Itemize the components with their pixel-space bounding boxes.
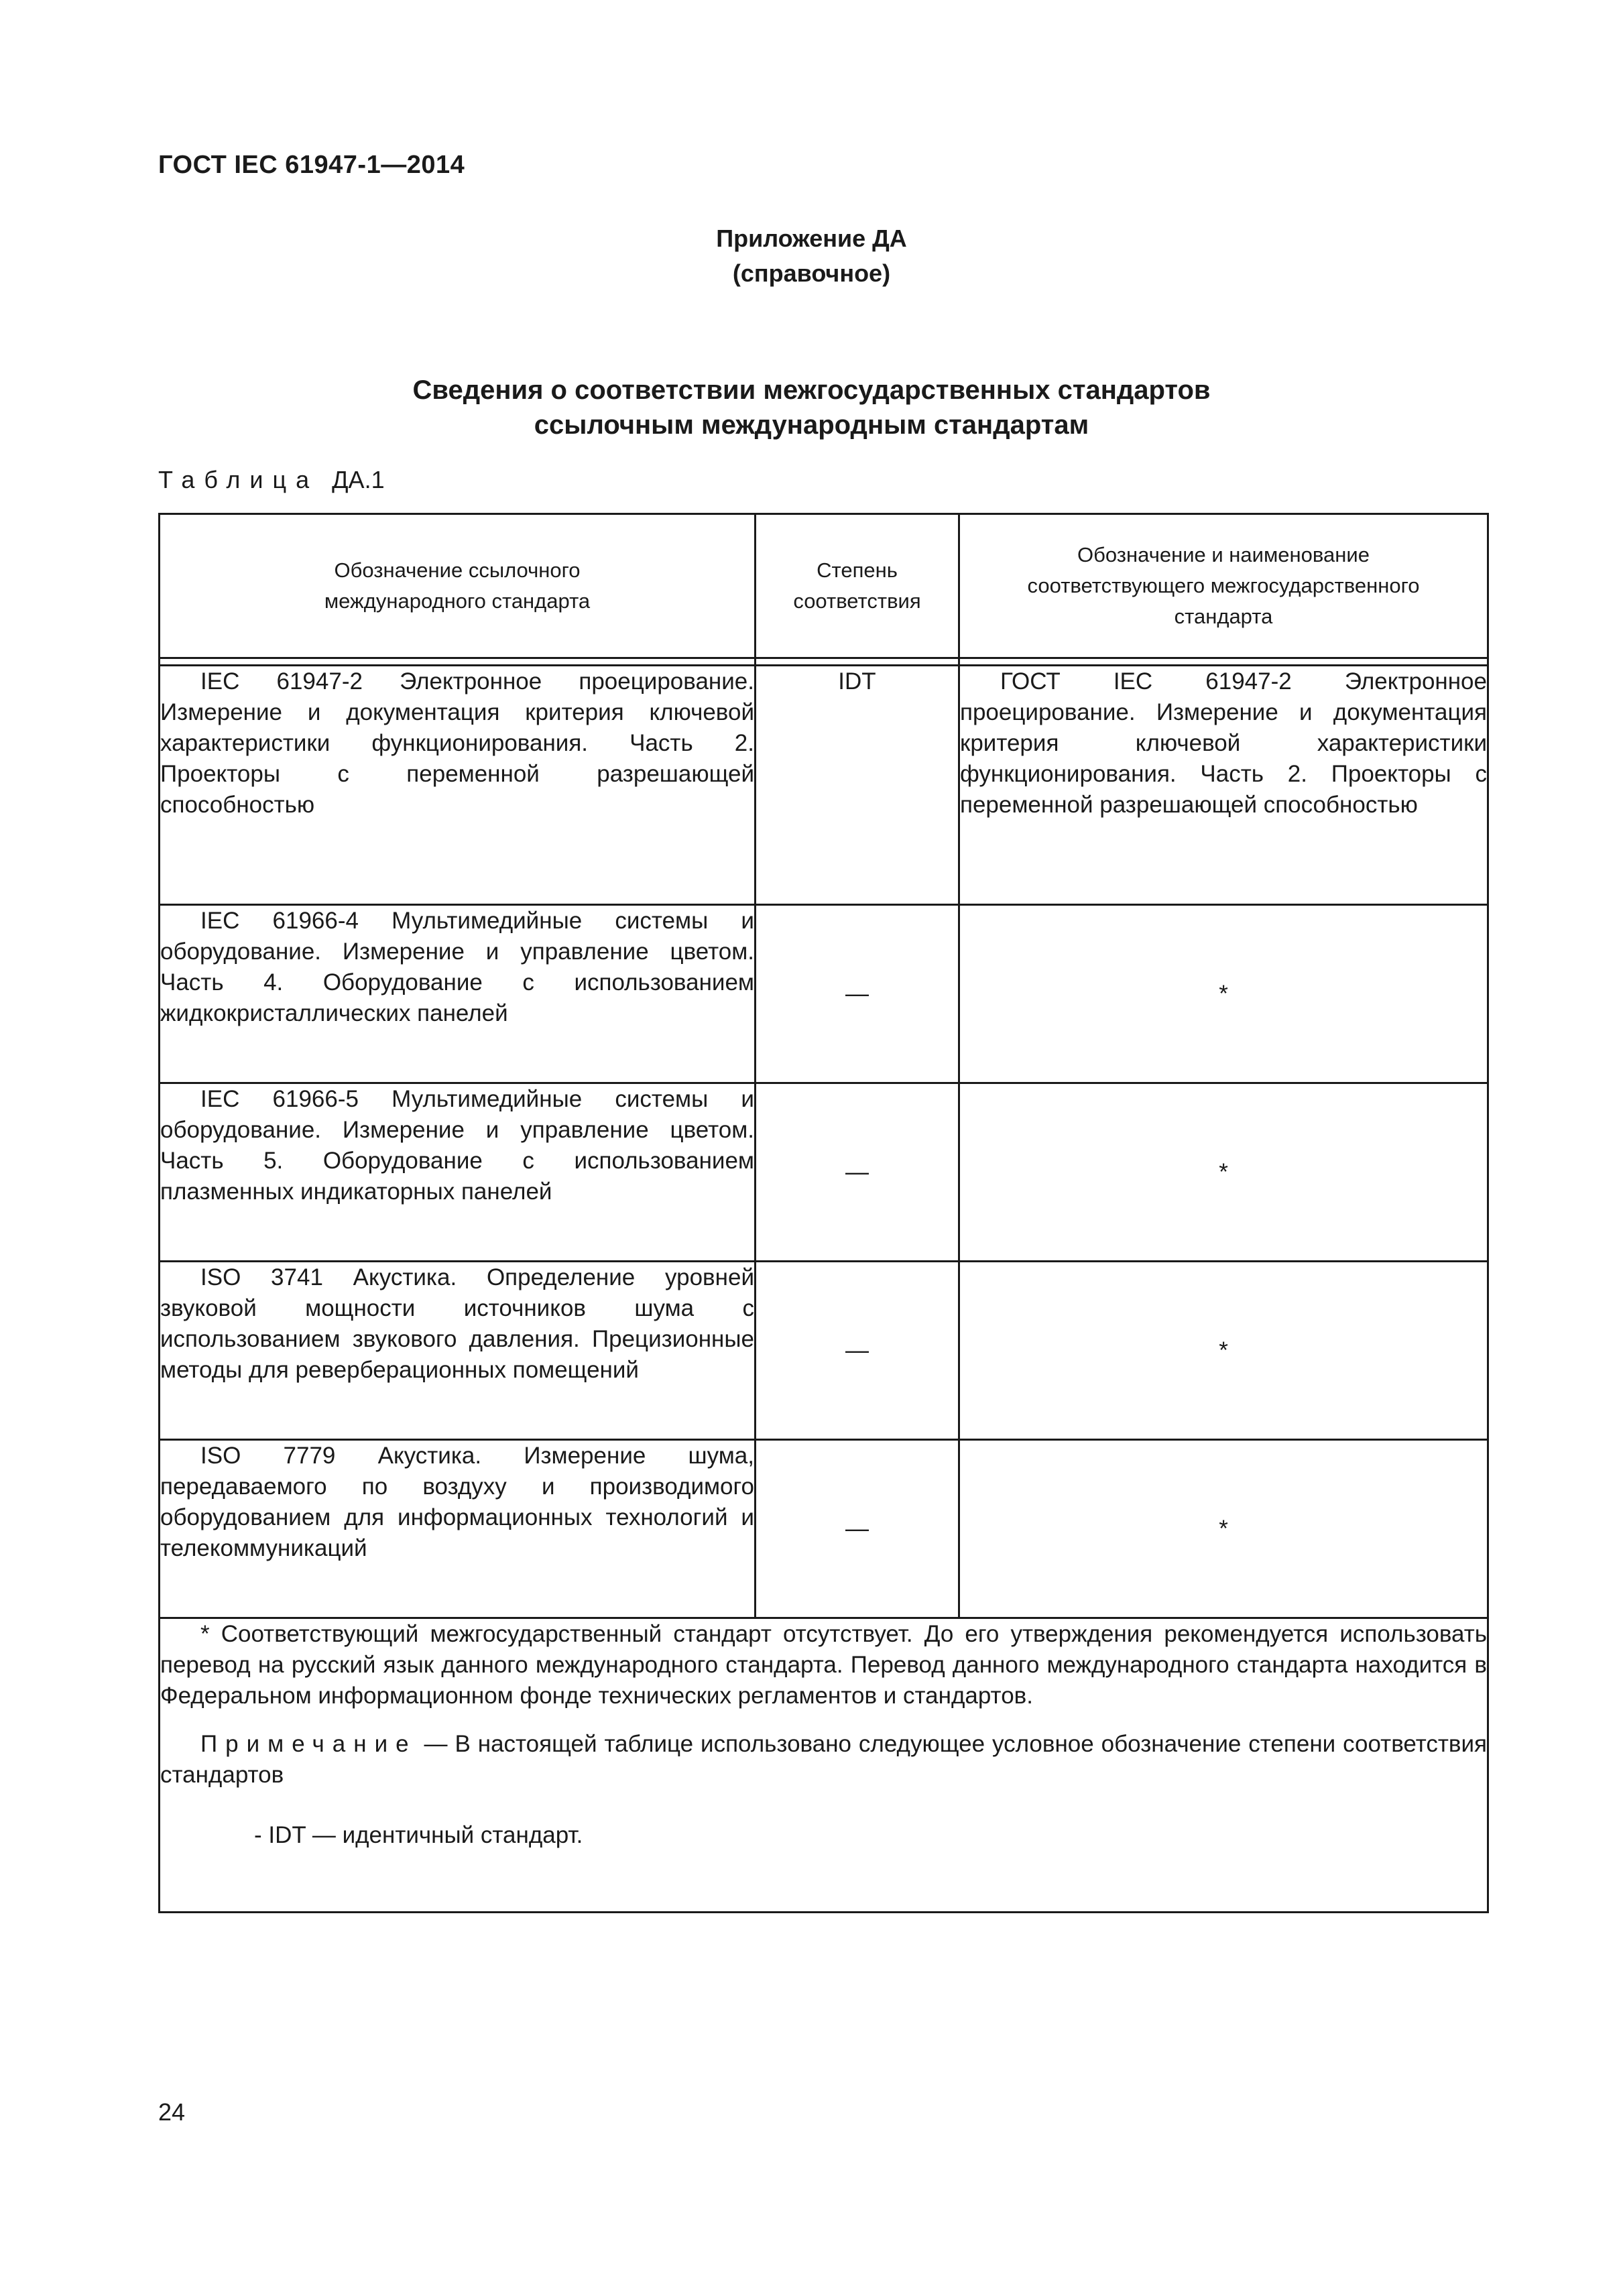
annex-title: Приложение ДА — [716, 225, 907, 252]
section-title-line2: ссылочным международным стандартам — [534, 410, 1089, 440]
section-title — [0, 373, 1623, 442]
reference-cell: IEC 61966-5 Мультимедийные системы и оборудование. Измерение и управление цветом. Часть 5. Оборудование с использованием плазменных индикаторных панелей — [160, 1083, 756, 1262]
degree-cell: IDT — [756, 666, 959, 905]
table-row — [160, 1440, 1488, 1618]
annex-heading — [0, 221, 1623, 291]
reference-cell: ISO 7779 Акустика. Измерение шума, передаваемого по воздуху и производимого оборудованием для информационных технологий и телекоммуникаций — [160, 1440, 756, 1618]
degree-cell: — — [756, 1262, 959, 1440]
section-title-line1: Сведения о соответствии межгосударственных стандартов — [412, 375, 1211, 405]
table-row — [160, 1262, 1488, 1440]
page-number: 24 — [158, 2098, 186, 2126]
table-footer-row — [160, 1618, 1488, 1913]
interstate-cell: * — [959, 1083, 1488, 1262]
note-text: — В настоящей таблице использовано следующее условное обозначение степени соответствия стандартов — [160, 1731, 1487, 1788]
degree-cell: — — [756, 1440, 959, 1618]
reference-cell: IEC 61947-2 Электронное проецирование. Измерение и документация критерия ключевой характеристики функционирования. Часть 2. Проекторы с переменной разрешающей способностью — [160, 666, 756, 905]
reference-cell: IEC 61966-4 Мультимедийные системы и оборудование. Измерение и управление цветом. Часть 4. Оборудование с использованием жидкокристаллических панелей — [160, 905, 756, 1083]
degree-cell: — — [756, 905, 959, 1083]
table-row — [160, 905, 1488, 1083]
reference-cell: ISO 3741 Акустика. Определение уровней звуковой мощности источников шума с использованием звукового давления. Прецизионные методы для реверберационных помещений — [160, 1262, 756, 1440]
table-row — [160, 666, 1488, 905]
interstate-cell: * — [959, 1262, 1488, 1440]
table-caption-label: Таблица — [158, 466, 319, 493]
table-caption-number: ДА.1 — [332, 466, 385, 493]
table-header-row — [160, 514, 1488, 658]
document-header: ГОСТ IEC 61947-1—2014 — [158, 151, 465, 179]
table-note — [160, 1729, 1487, 1791]
idt-definition: - IDT — идентичный стандарт. — [254, 1822, 583, 1848]
table-caption — [158, 466, 385, 494]
footnote-text: * Соответствующий межгосударственный стандарт отсутствует. До его утверждения рекомендуется использовать перевод на русский язык данного международного стандарта. Перевод данного международного стандарта находится в Федеральном информационном фонде технических регламентов и стандартов. — [160, 1621, 1487, 1709]
interstate-cell: ГОСТ IEC 61947-2 Электронное проецирование. Измерение и документация критерия ключевой характеристики функционирования. Часть 2. Проекторы с переменной разрешающей способностью — [959, 666, 1488, 905]
degree-cell: — — [756, 1083, 959, 1262]
interstate-cell: * — [959, 1440, 1488, 1618]
note-label: Примечание — [200, 1731, 417, 1757]
column-header-degree: Степень соответствия — [756, 514, 959, 658]
correspondence-table — [158, 513, 1489, 1913]
table-footer — [160, 1618, 1488, 1913]
interstate-cell: * — [959, 905, 1488, 1083]
table-row — [160, 1083, 1488, 1262]
column-header-reference: Обозначение ссылочного международного стандарта — [160, 514, 756, 658]
column-header-interstate: Обозначение и наименование соответствующего межгосударственного стандарта — [959, 514, 1488, 658]
header-separator — [160, 658, 1488, 666]
annex-subtitle: (справочное) — [732, 259, 891, 287]
